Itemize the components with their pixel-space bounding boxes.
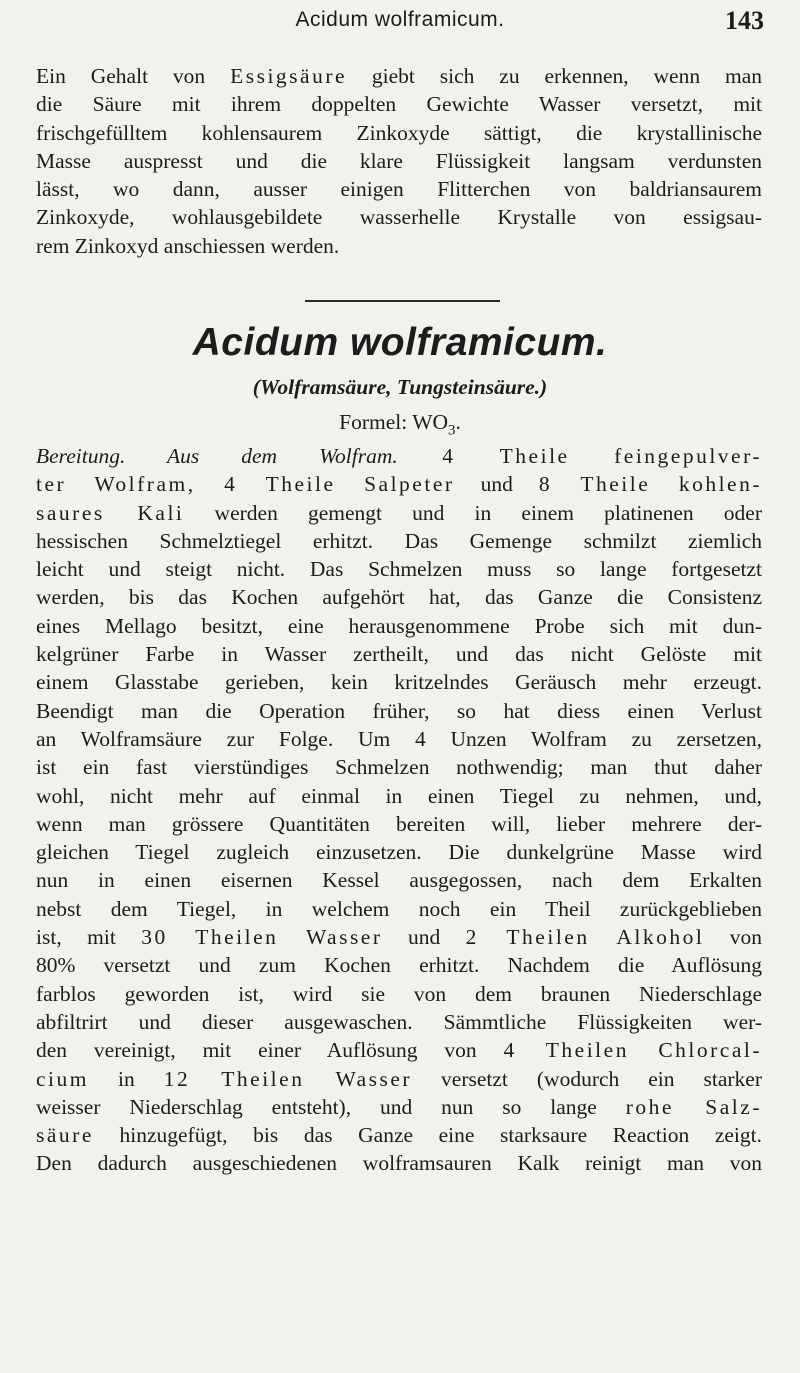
text-line: hessischen Schmelztiegel erhitzt. Das Gemenge schmilzt ziemlich bbox=[36, 528, 762, 553]
text-line: Ein Gehalt von Essigsäure giebt sich zu erkennen, wenn man bbox=[36, 64, 762, 88]
text-line: rem Zinkoxyd anschiessen werden. bbox=[36, 233, 340, 258]
text-line: nebst dem Tiegel, in welchem noch ein Theil zurückgeblieben bbox=[36, 896, 762, 921]
section-synonyms: (Wolframsäure, Tungsteinsäure.) bbox=[252, 375, 548, 399]
text-line: frischgefülltem kohlensaurem Zinkoxyde sättigt, die krystallinische bbox=[36, 120, 762, 145]
running-title: Acidum wolframicum. bbox=[295, 8, 505, 31]
text-line: farblos geworden ist, wird sie von dem braunen Niederschlage bbox=[36, 981, 762, 1006]
text-line: Zinkoxyde, wohlausgebildete wasserhelle Krystalle von essigsau- bbox=[36, 205, 762, 230]
text-line: 80% versetzt und zum Kochen erhitzt. Nachdem die Auflösung bbox=[36, 953, 762, 978]
section-title: Acidum wolframicum. bbox=[192, 321, 608, 364]
text-line: weisser Niederschlag entsteht), und nun so lange rohe Salz- bbox=[36, 1094, 762, 1119]
text-line: ist, mit 30 Theilen Wasser und 2 Theilen Alkohol von bbox=[36, 925, 762, 950]
text-line: wohl, nicht mehr auf einmal in einen Tiegel zu nehmen, und, bbox=[36, 783, 762, 808]
text-line: saures Kali werden gemengt und in einem platinenen oder bbox=[36, 500, 763, 525]
text-line: den vereinigt, mit einer Auflösung von 4 Theilen Chlorcal- bbox=[36, 1038, 763, 1063]
running-head bbox=[0, 8, 800, 38]
text-line: Masse auspresst und die klare Flüssigkeit langsam verdunsten bbox=[36, 148, 762, 173]
page-number: 143 bbox=[725, 6, 764, 35]
text-line: eines Mellago besitzt, eine herausgenommene Probe sich mit dun- bbox=[36, 613, 762, 638]
text-line: säure hinzugefügt, bis das Ganze eine starksaure Reaction zeigt. bbox=[36, 1123, 762, 1148]
text-line: leicht und steigt nicht. Das Schmelzen muss so lange fortgesetzt bbox=[36, 557, 762, 582]
text-line: ist ein fast vierstündiges Schmelzen nothwendig; man thut daher bbox=[36, 755, 762, 780]
text-line: wenn man grössere Quantitäten bereiten will, lieber mehrere der- bbox=[36, 811, 762, 836]
text-line: an Wolframsäure zur Folge. Um 4 Unzen Wolfram zu zersetzen, bbox=[36, 726, 762, 751]
intro-paragraph bbox=[36, 62, 762, 260]
chemical-formula: Formel: $WO_3$. bbox=[339, 410, 461, 439]
text-line: Beendigt man die Operation früher, so hat diess einen Verlust bbox=[36, 698, 762, 723]
text-line: cium in 12 Theilen Wasser versetzt (wodurch ein starker bbox=[36, 1066, 762, 1091]
section-divider bbox=[305, 300, 500, 302]
text-line: ter Wolfram, 4 Theile Salpeter und 8 Theile kohlen- bbox=[36, 472, 763, 497]
text-line: Bereitung. Aus dem Wolfram. 4 Theile feingepulver- bbox=[36, 444, 762, 468]
text-line: werden, bis das Kochen aufgehört hat, das Ganze die Consistenz bbox=[36, 585, 762, 610]
text-line: gleichen Tiegel zugleich einzusetzen. Die dunkelgrüne Masse wird bbox=[36, 840, 762, 865]
text-line: einem Glasstabe gerieben, kein kritzelndes Geräusch mehr erzeugt. bbox=[36, 670, 762, 695]
text-line: kelgrüner Farbe in Wasser zertheilt, und das nicht Gelöste mit bbox=[36, 642, 762, 667]
text-line: abfiltrirt und dieser ausgewaschen. Sämmtliche Flüssigkeiten wer- bbox=[36, 1009, 762, 1034]
text-line: nun in einen eisernen Kessel ausgegossen, nach dem Erkalten bbox=[36, 868, 762, 893]
text-line: Den dadurch ausgeschiedenen wolframsauren Kalk reinigt man von bbox=[36, 1151, 762, 1176]
text-line: lässt, wo dann, ausser einigen Flitterchen von baldriansaurem bbox=[36, 177, 762, 202]
preparation-paragraph bbox=[36, 442, 762, 1178]
text-line: die Säure mit ihrem doppelten Gewichte Wasser versetzt, mit bbox=[36, 92, 762, 117]
